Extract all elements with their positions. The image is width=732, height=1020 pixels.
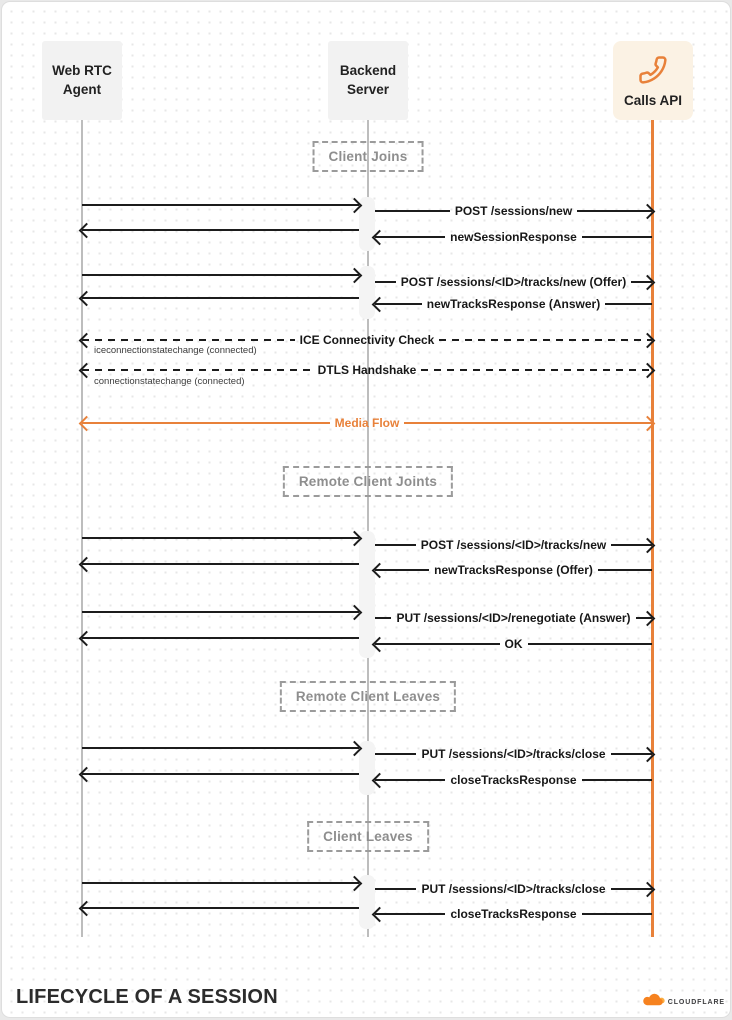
message-line-request (82, 606, 359, 619)
message-label: PUT /sessions/<ID>/tracks/close (421, 747, 606, 761)
message-media-flow (82, 417, 652, 430)
message-label: closeTracksResponse (450, 907, 577, 921)
message-label: POST /sessions/new (454, 204, 573, 218)
message-label: newSessionResponse (450, 230, 577, 244)
cloudflare-cloud-icon (641, 993, 665, 1012)
message-line-request (82, 532, 359, 545)
section-client-joins (313, 141, 424, 172)
message-post-sessions-new (375, 205, 652, 218)
message-line-response (82, 768, 359, 781)
message-new-tracks-response-answer (375, 298, 652, 311)
section-client-joins-label: Client Joins (328, 149, 408, 164)
message-put-renegotiate-answer (375, 612, 652, 625)
activation-bar (359, 531, 375, 658)
arrowhead-left-icon (372, 562, 388, 578)
message-label: Media Flow (334, 416, 400, 430)
diagram-canvas (1, 1, 731, 1018)
arrowhead-left-icon (79, 766, 95, 782)
section-remote-client-leaves-label: Remote Client Leaves (295, 689, 441, 704)
message-label: PUT /sessions/<ID>/tracks/close (421, 882, 606, 896)
actor-backend-server (328, 41, 408, 120)
arrowhead-left-icon (79, 900, 95, 916)
arrowhead-left-icon (372, 906, 388, 922)
arrowhead-left-icon (79, 290, 95, 306)
message-label: POST /sessions/<ID>/tracks/new (Offer) (400, 275, 627, 289)
message-put-tracks-close (375, 748, 652, 761)
section-remote-client-leaves (280, 681, 456, 712)
message-label: closeTracksResponse (450, 773, 577, 787)
section-client-leaves-label: Client Leaves (323, 829, 413, 844)
arrowhead-left-icon (79, 415, 95, 431)
message-label: ICE Connectivity Check (299, 333, 435, 347)
arrowhead-left-icon (372, 296, 388, 312)
message-new-session-response (375, 231, 652, 244)
message-line-response (82, 902, 359, 915)
message-label: POST /sessions/<ID>/tracks/new (420, 538, 607, 552)
message-line-response (82, 632, 359, 645)
actor-calls-api-label: Calls API (623, 92, 683, 108)
message-label: newTracksResponse (Offer) (434, 563, 593, 577)
actor-calls-api (613, 41, 693, 120)
event-connectionstatechange: connectionstatechange (connected) (94, 375, 245, 387)
section-client-leaves (307, 821, 429, 852)
phone-icon (638, 55, 668, 85)
arrowhead-left-icon (79, 362, 95, 378)
section-remote-client-joins (283, 466, 453, 497)
cloudflare-wordmark: CLOUDFLARE (667, 999, 725, 1006)
message-line-response (82, 558, 359, 571)
message-ok (375, 638, 652, 651)
message-post-tracks-new (375, 539, 652, 552)
message-label: PUT /sessions/<ID>/renegotiate (Answer) (396, 611, 631, 625)
message-close-tracks-response (375, 774, 652, 787)
message-line-request (82, 877, 359, 890)
arrowhead-left-icon (372, 229, 388, 245)
actor-backend-server-label: Backend Server (339, 63, 397, 97)
section-remote-client-joins-label: Remote Client Joints (298, 474, 438, 489)
event-iceconnectionstatechange: iceconnectionstatechange (connected) (94, 345, 257, 356)
message-label: newTracksResponse (Answer) (426, 297, 601, 311)
arrowhead-left-icon (79, 222, 95, 238)
message-line-request (82, 742, 359, 755)
message-line-request (82, 199, 359, 212)
lifeline-webrtc-agent (81, 120, 83, 937)
arrowhead-left-icon (79, 630, 95, 646)
message-line-response (82, 224, 359, 237)
message-line-response (82, 292, 359, 305)
message-put-tracks-close-2 (375, 883, 652, 896)
message-label: OK (504, 637, 523, 651)
page-title: LIFECYCLE OF A SESSION (16, 986, 278, 1008)
arrowhead-left-icon (372, 772, 388, 788)
message-label: DTLS Handshake (317, 363, 417, 377)
arrowhead-left-icon (79, 556, 95, 572)
actor-webrtc-agent-label: Web RTC Agent (52, 63, 112, 97)
arrowhead-left-icon (79, 332, 95, 348)
message-new-tracks-response-offer (375, 564, 652, 577)
message-post-tracks-new-offer (375, 276, 652, 289)
message-line-request (82, 269, 359, 282)
cloudflare-logo (641, 993, 725, 1012)
message-close-tracks-response-2 (375, 908, 652, 921)
arrowhead-left-icon (372, 636, 388, 652)
actor-webrtc-agent (42, 41, 122, 120)
